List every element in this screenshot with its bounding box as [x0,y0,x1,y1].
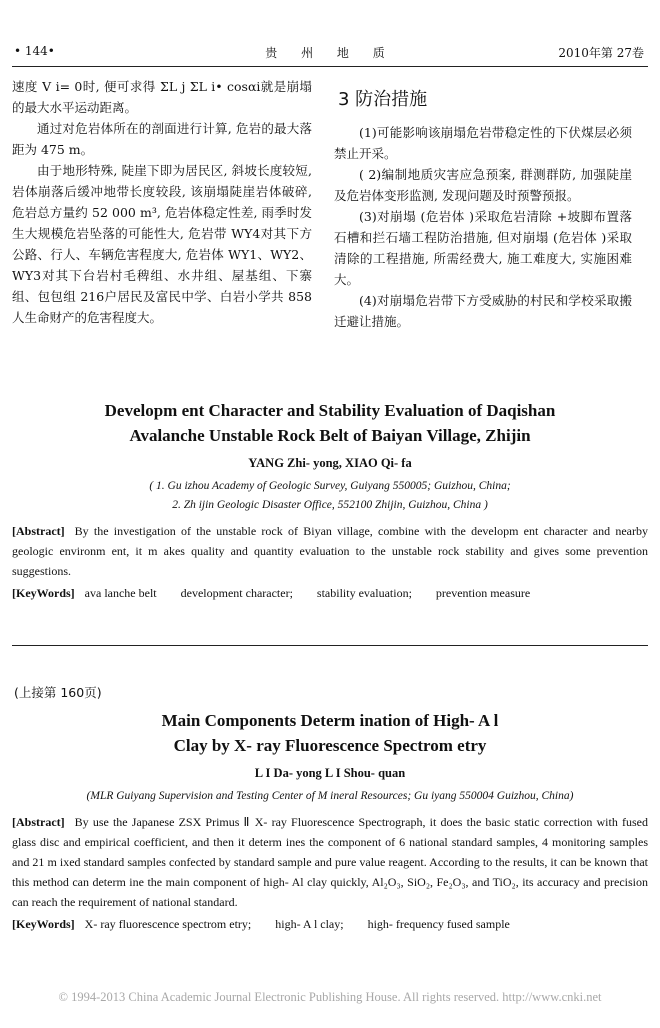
right-column [334,76,632,332]
abstract-label: [Abstract] [12,815,65,829]
affiliation-line: ( 1. Gu izhou Academy of Geologic Survey, Guiyang 550005; Guizhou, China; [149,480,511,492]
affiliation [12,787,648,806]
keyword: development character; [180,586,293,600]
keywords-label: [KeyWords] [12,917,75,931]
header-rule [12,66,648,67]
english-abstract-1 [12,398,648,603]
paragraph: 通过对危岩体所在的剖面进行计算, 危岩的最大落距为 475 m。 [12,121,312,157]
keyword: stability evaluation; [316,586,412,600]
running-header [12,44,648,64]
keyword: high- frequency fused sample [367,917,510,931]
keywords [12,914,648,934]
keyword: high- A l clay; [275,917,344,931]
paragraph: (4)对崩塌危岩带下方受威胁的村民和学校采取搬迁避让措施。 [334,293,632,329]
title-line: Avalanche Unstable Rock Belt of Baiyan Village, Zhijin [129,426,531,445]
keywords-label: [KeyWords] [12,586,75,600]
title-line: Clay by X- ray Fluorescence Spectrom etry [173,736,487,755]
article-title [12,708,648,758]
keyword: ava lanche belt [84,586,157,600]
title-line: Developm ent Character and Stability Evaluation of Daqishan [104,401,556,420]
abstract-label: [Abstract] [12,524,65,538]
keyword: X- ray fluorescence spectrom etry; [84,917,252,931]
authors: L I Da- yong L I Shou- quan [254,766,406,780]
affiliation [12,477,648,515]
paragraph: (3)对崩塌 (危岩体 )采取危岩清除 +坡脚布置落石槽和拦石墙工程防治措施, 但对崩塌 (危岩体 )采取清除的工程措施, 所需经费大, 施工难度大, 实施困难大。 [334,209,632,287]
authors: YANG Zhi- yong, XIAO Qi- fa [248,456,412,470]
abstract [12,521,648,581]
section-title: 3 防治措施 [338,89,428,110]
affiliation-line: 2. Zh ijin Geologic Disaster Office, 552100 Zhijin, Guizhou, China ) [172,499,488,511]
left-column [12,76,312,328]
journal-name: 贵 州 地 质 [265,46,395,60]
abstract [12,812,648,912]
affiliation-line: (MLR Guiyang Supervision and Testing Center of M ineral Resources; Gu iyang 550004 Guizhou, China) [86,790,574,802]
paragraph: ( 2)编制地质灾害应急预案, 群测群防, 加强陡崖及危岩体变形监测, 发现问题及时预警预报。 [334,167,632,203]
keywords [12,583,648,603]
volume-info: 2010年第 27卷 [558,46,644,60]
paragraph: (1)可能影响该崩塌危岩带稳定性的下伏煤层必须禁止开采。 [334,125,632,161]
abstract-text: By the investigation of the unstable rock of Biyan village, combine with the developm ent character and nearby geologic environm ent, it m akes quality and quantity evaluation to the unstable rock stability and gives some prevention suggestions. [12,524,648,578]
paragraph: 由于地形特殊, 陡崖下即为居民区, 斜坡长度较短, 岩体崩落后缓冲地带长度较段, 该崩塌陡崖岩体破碎, 危岩总方量约 52 000 m³, 危岩体稳定性差, 雨季时发生大规模危岩坠落的可能性大, 危岩带 WY4对其下方公路、行人、车辆危害程度大, 危岩体 WY1、WY2、WY3对其下台岩村毛稗组、水井组、屋基组、下寨组、包包组 216户居民及富民中学、白岩小学共 858人生命财产的危害程度大。 [12,163,312,325]
article-title [12,398,648,448]
keyword: prevention measure [435,586,531,600]
continued-note: (上接第 160页) [14,685,102,700]
title-line: Main Components Determ ination of High- A l [161,711,499,730]
section-rule [12,645,648,646]
paragraph: 速度 V i= 0时, 便可求得 ΣL j ΣL i• cosαi就是崩塌的最大水平运动距离。 [12,79,312,115]
copyright-footer: © 1994-2013 China Academic Journal Electronic Publishing House. All rights reserved. http://www.cnki.net [58,990,602,1004]
page-number: • 144• [14,44,55,58]
english-abstract-2 [12,708,648,934]
abstract-text: By use the Japanese ZSX Primus Ⅱ X- ray Fluorescence Spectrograph, it does the basic static correction with fused glass disc and empirical coefficient, and then it determ ines the component of 6 national standard samples, 4 monitoring samples and 21 m ixed standard samples confected by standard sample and pure value reagent. According to the results, it can be known that this method can determ ine the main component of high- Al clay quickly, Al₂O₃, SiO₂, Fe₂O₃, and TiO₂, its accuracy and precision can reach the requirement of national standard. [12,815,648,909]
